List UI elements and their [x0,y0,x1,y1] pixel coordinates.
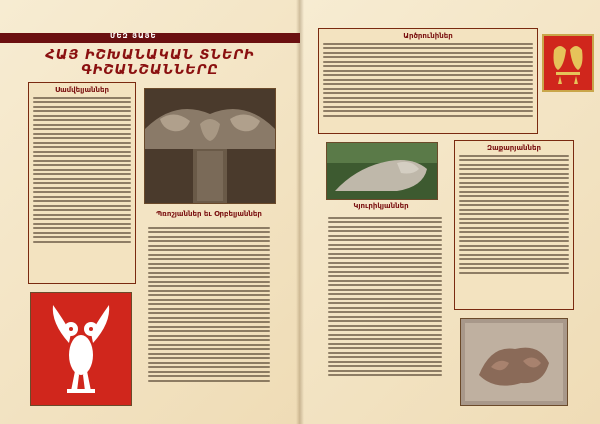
section-title-zakaryan: Զաքարյաններ [486,144,542,152]
section-text-artsruni [319,43,537,117]
stone-relief-photo [144,88,276,204]
section-samvelyan [28,82,136,284]
lion-stone-carving-icon [327,143,437,199]
section-title-samvelyan: Սամվելյաններ [54,86,110,94]
lion-relief-icon [145,89,275,203]
section-artsruni [318,28,538,134]
section-text-samvelyan [29,97,135,243]
kyurikyan-stone-photo [326,142,438,200]
section-text-zakaryan [455,155,573,274]
page-title: ՀԱՅ ԻՇԽԱՆԱԿԱՆ ՏՆԵՐԻ ԳԻՇԱՆՇԱՆՆԵՐԸ [45,48,255,78]
bird-crest-icon [544,36,592,90]
caption-proshyan: Պռոշյաններ եւ Օրբելյաններ [156,210,262,218]
lion-relief-icon [461,319,567,405]
section-title-artsruni: Արծրունիներ [403,32,453,40]
caption-kyurikyan: Կյուրիկյաններ [353,202,409,210]
eagle-icon [31,293,131,405]
zakaryan-relief-photo [460,318,568,406]
section-zakaryan [454,140,574,310]
brand-text: ՄԵԶ ՅԱՅԵ [110,32,157,40]
section-text-middle [144,222,274,410]
section-text-kyurikyan [324,214,446,410]
bird-crest [542,34,594,92]
page-spine [296,0,304,424]
eagle-emblem [30,292,132,406]
